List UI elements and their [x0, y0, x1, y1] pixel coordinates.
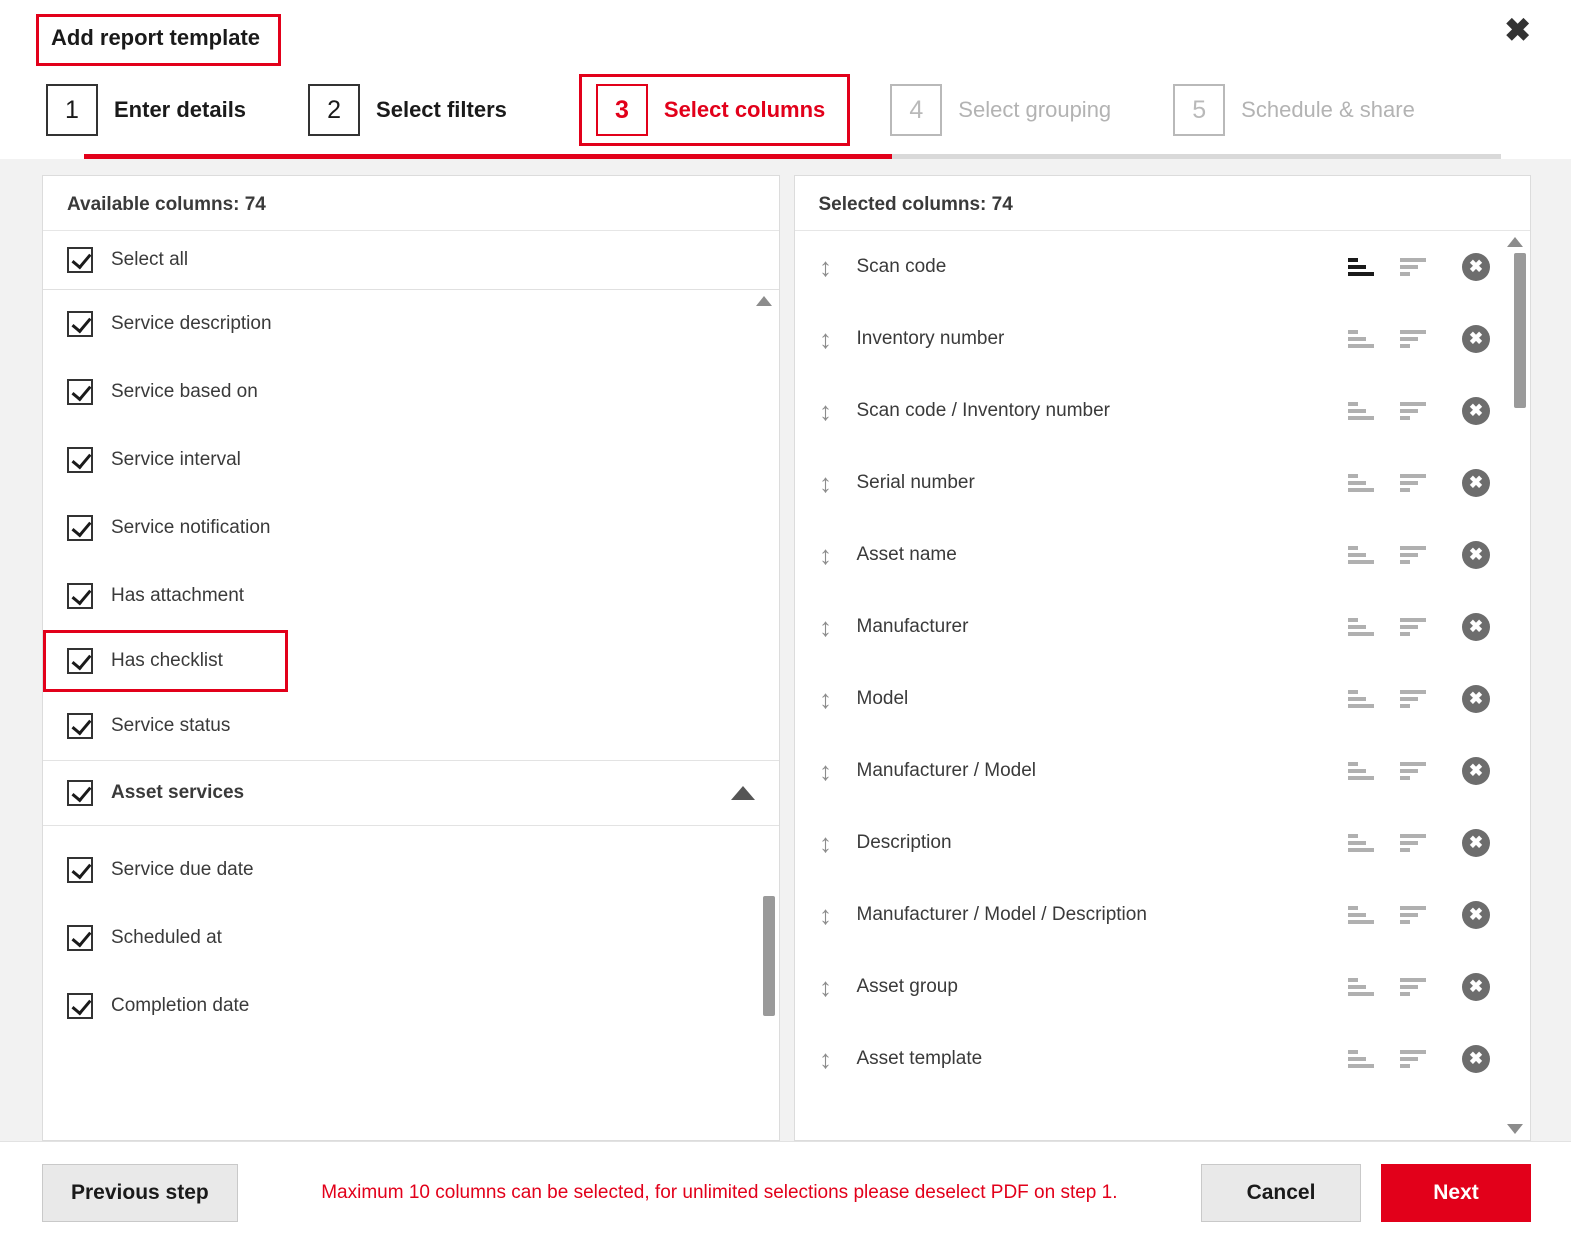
progress-bar-fill: [84, 154, 892, 159]
available-item-has-checklist[interactable]: [43, 630, 288, 692]
dialog-footer: [0, 1141, 1571, 1246]
sort-descending-icon[interactable]: [1400, 1048, 1430, 1070]
available-columns-body: [43, 231, 779, 1140]
step-1-number: 1: [46, 84, 98, 136]
step-5-schedule-share[interactable]: [1173, 74, 1437, 146]
selected-label-asset-name: Asset name: [856, 544, 957, 565]
remove-column-icon[interactable]: ✖: [1462, 1045, 1490, 1073]
checkbox-asset-services[interactable]: [67, 780, 93, 806]
available-group-asset-services[interactable]: [43, 760, 779, 826]
selected-row-manufacturer-model-description[interactable]: [795, 879, 1531, 951]
step-3-label: Select columns: [663, 97, 826, 122]
available-item-service-description[interactable]: [43, 290, 779, 358]
sort-descending-icon[interactable]: [1400, 832, 1430, 854]
checkbox-service-based-on[interactable]: [67, 379, 93, 405]
selected-row-asset-template[interactable]: [795, 1023, 1531, 1095]
available-columns-heading: Available columns: 74: [43, 176, 779, 231]
chevron-up-icon[interactable]: [731, 786, 755, 800]
available-scrollbar-thumb[interactable]: [763, 896, 775, 1016]
sort-descending-icon[interactable]: [1400, 688, 1430, 710]
selected-row-model[interactable]: [795, 663, 1531, 735]
selected-row-manufacturer[interactable]: [795, 591, 1531, 663]
selected-columns-panel: [794, 175, 1532, 1141]
selected-scrollbar-thumb[interactable]: [1514, 253, 1526, 408]
remove-column-icon[interactable]: ✖: [1462, 253, 1490, 281]
drag-handle-icon[interactable]: ↕: [819, 900, 832, 930]
selected-scrollbar[interactable]: [1514, 237, 1526, 1134]
selected-label-model: Model: [856, 688, 909, 709]
drag-handle-icon[interactable]: ↕: [819, 1044, 832, 1074]
cancel-button[interactable]: Cancel: [1201, 1164, 1361, 1222]
scroll-up-arrow-icon[interactable]: [1507, 237, 1523, 247]
drag-handle-icon[interactable]: ↕: [819, 828, 832, 858]
selected-label-manufacturer-model: Manufacturer / Model: [856, 760, 1037, 781]
selected-label-description: Description: [856, 832, 952, 853]
drag-handle-icon[interactable]: ↕: [819, 612, 832, 642]
remove-column-icon[interactable]: ✖: [1462, 613, 1490, 641]
label-service-due-date: Service due date: [111, 859, 254, 880]
sort-ascending-icon[interactable]: [1348, 256, 1378, 278]
sort-ascending-icon[interactable]: [1348, 544, 1378, 566]
remove-column-icon[interactable]: ✖: [1462, 469, 1490, 497]
dialog-header: [0, 0, 1571, 159]
checkbox-scheduled-at[interactable]: [67, 925, 93, 951]
page-title-highlight: [36, 14, 281, 66]
available-item-has-attachment[interactable]: [43, 562, 779, 630]
sort-ascending-icon[interactable]: [1348, 328, 1378, 350]
remove-column-icon[interactable]: ✖: [1462, 541, 1490, 569]
drag-handle-icon[interactable]: ↕: [819, 396, 832, 426]
selected-label-scan-code: Scan code: [856, 256, 947, 277]
checkbox-service-notification[interactable]: [67, 515, 93, 541]
selected-row-scan-code[interactable]: [795, 231, 1531, 303]
drag-handle-icon[interactable]: ↕: [819, 468, 832, 498]
sort-ascending-icon[interactable]: [1348, 904, 1378, 926]
step-2-select-filters[interactable]: [308, 74, 529, 146]
sort-descending-icon[interactable]: [1400, 544, 1430, 566]
sort-ascending-icon[interactable]: [1348, 760, 1378, 782]
max-columns-warning: Maximum 10 columns can be selected, for unlimited selections please deselect PDF on step 1.: [321, 1182, 1118, 1203]
checkbox-has-attachment[interactable]: [67, 583, 93, 609]
sort-descending-icon[interactable]: [1400, 616, 1430, 638]
sort-ascending-icon[interactable]: [1348, 472, 1378, 494]
label-has-attachment: Has attachment: [111, 585, 245, 606]
selected-columns-list: [795, 231, 1531, 1140]
page-title: Add report template: [51, 25, 261, 50]
label-asset-services: Asset services: [111, 782, 245, 803]
scroll-down-arrow-icon[interactable]: [1507, 1124, 1523, 1134]
selected-label-scan-code-inventory-number: Scan code / Inventory number: [856, 400, 1110, 421]
step-1-label: Enter details: [114, 97, 247, 122]
drag-handle-icon[interactable]: ↕: [819, 540, 832, 570]
selected-label-asset-group: Asset group: [856, 976, 958, 997]
selected-row-scan-code-inventory-number[interactable]: [795, 375, 1531, 447]
selected-row-description[interactable]: [795, 807, 1531, 879]
dialog-body: [0, 159, 1571, 1141]
close-icon[interactable]: ✖: [1504, 12, 1531, 48]
drag-handle-icon[interactable]: ↕: [819, 972, 832, 1002]
available-item-service-due-date[interactable]: [43, 836, 779, 904]
label-scheduled-at: Scheduled at: [111, 927, 222, 948]
step-4-number: 4: [890, 84, 942, 136]
selected-label-inventory-number: Inventory number: [856, 328, 1005, 349]
sort-descending-icon[interactable]: [1400, 904, 1430, 926]
selected-row-manufacturer-model[interactable]: [795, 735, 1531, 807]
remove-column-icon[interactable]: ✖: [1462, 829, 1490, 857]
step-2-label: Select filters: [376, 97, 507, 122]
sort-ascending-icon[interactable]: [1348, 1048, 1378, 1070]
remove-column-icon[interactable]: ✖: [1462, 973, 1490, 1001]
selected-row-inventory-number[interactable]: [795, 303, 1531, 375]
remove-column-icon[interactable]: ✖: [1462, 901, 1490, 929]
selected-label-manufacturer-model-description: Manufacturer / Model / Description: [856, 904, 1147, 925]
step-3-number: 3: [596, 84, 648, 136]
step-2-number: 2: [308, 84, 360, 136]
step-5-label: Schedule & share: [1241, 97, 1415, 122]
available-item-scheduled-at[interactable]: [43, 904, 779, 972]
available-scrollbar[interactable]: [763, 296, 775, 1140]
drag-handle-icon[interactable]: ↕: [819, 684, 832, 714]
sort-ascending-icon[interactable]: [1348, 688, 1378, 710]
selected-row-serial-number[interactable]: [795, 447, 1531, 519]
drag-handle-icon[interactable]: ↕: [819, 756, 832, 786]
drag-handle-icon[interactable]: ↕: [819, 252, 832, 282]
remove-column-icon[interactable]: ✖: [1462, 397, 1490, 425]
remove-column-icon[interactable]: ✖: [1462, 685, 1490, 713]
drag-handle-icon[interactable]: ↕: [819, 324, 832, 354]
selected-columns-heading: Selected columns: 74: [795, 176, 1531, 231]
checkbox-service-status[interactable]: [67, 713, 93, 739]
remove-column-icon[interactable]: ✖: [1462, 757, 1490, 785]
scroll-up-arrow-icon[interactable]: [756, 296, 772, 306]
sort-descending-icon[interactable]: [1400, 760, 1430, 782]
sort-ascending-icon[interactable]: [1348, 616, 1378, 638]
available-item-service-interval[interactable]: [43, 426, 779, 494]
remove-column-icon[interactable]: ✖: [1462, 325, 1490, 353]
checkbox-service-description[interactable]: [67, 311, 93, 337]
sort-descending-icon[interactable]: [1400, 256, 1430, 278]
available-item-completion-date[interactable]: [43, 972, 779, 1040]
available-columns-list: [43, 290, 779, 1140]
available-item-service-based-on[interactable]: [43, 358, 779, 426]
label-service-based-on: Service based on: [111, 381, 258, 402]
label-completion-date: Completion date: [111, 995, 250, 1016]
select-all-label: Select all: [111, 249, 189, 270]
step-3-select-columns[interactable]: [579, 74, 850, 146]
label-service-interval: Service interval: [111, 449, 241, 470]
next-button[interactable]: Next: [1381, 1164, 1531, 1222]
sort-descending-icon[interactable]: [1400, 976, 1430, 998]
label-has-checklist: Has checklist: [111, 650, 223, 671]
step-4-label: Select grouping: [958, 97, 1112, 122]
selected-label-asset-template: Asset template: [856, 1048, 983, 1069]
previous-step-button[interactable]: Previous step: [42, 1164, 238, 1222]
step-5-number: 5: [1173, 84, 1225, 136]
available-item-service-status[interactable]: [43, 692, 779, 760]
step-indicator: [42, 74, 1541, 146]
selected-label-serial-number: Serial number: [856, 472, 975, 493]
available-columns-scroll: [43, 290, 779, 1040]
sort-ascending-icon[interactable]: [1348, 976, 1378, 998]
available-item-service-notification[interactable]: [43, 494, 779, 562]
select-all-checkbox[interactable]: [67, 247, 93, 273]
checkbox-service-due-date[interactable]: [67, 857, 93, 883]
available-columns-panel: [42, 175, 780, 1141]
label-service-description: Service description: [111, 313, 272, 334]
select-all-row[interactable]: [43, 231, 779, 290]
step-4-select-grouping[interactable]: [890, 74, 1133, 146]
sort-descending-icon[interactable]: [1400, 472, 1430, 494]
selected-columns-body: [795, 231, 1531, 1140]
sort-descending-icon[interactable]: [1400, 400, 1430, 422]
sort-descending-icon[interactable]: [1400, 328, 1430, 350]
sort-ascending-icon[interactable]: [1348, 832, 1378, 854]
label-service-status: Service status: [111, 715, 231, 736]
sort-ascending-icon[interactable]: [1348, 400, 1378, 422]
selected-label-manufacturer: Manufacturer: [856, 616, 969, 637]
selected-row-asset-name[interactable]: [795, 519, 1531, 591]
checkbox-has-checklist[interactable]: [67, 648, 93, 674]
progress-bar: [84, 154, 1501, 159]
checkbox-completion-date[interactable]: [67, 993, 93, 1019]
selected-row-asset-group[interactable]: [795, 951, 1531, 1023]
checkbox-service-interval[interactable]: [67, 447, 93, 473]
step-1-enter-details[interactable]: [46, 74, 268, 146]
label-service-notification: Service notification: [111, 517, 271, 538]
